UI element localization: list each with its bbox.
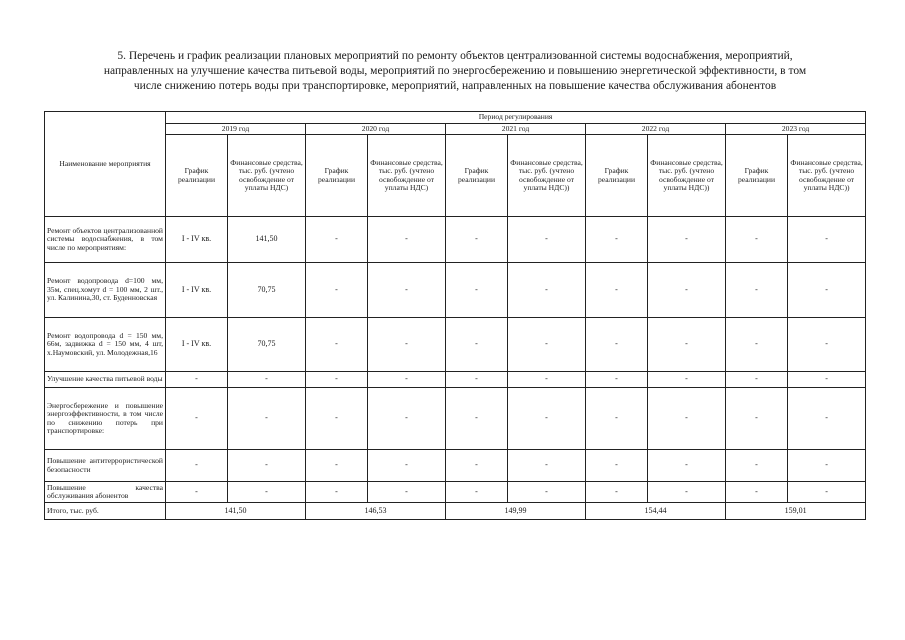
period-header: Период регулирования [166,112,866,124]
year-header: 2022 год [586,123,726,135]
graph-cell: I - IV кв. [166,318,228,372]
finance-cell: - [508,372,586,388]
graph-cell: - [586,372,648,388]
graph-cell: - [306,450,368,482]
graph-cell: - [306,388,368,450]
row-name-cell: Повышение антитеррористической безопасности [45,450,166,482]
graph-column-header: График реализации [446,135,508,217]
finance-cell: - [788,482,866,503]
graph-cell: - [446,263,508,318]
graph-cell: - [446,217,508,263]
table-row [45,263,866,318]
finance-cell: - [648,217,726,263]
graph-cell: - [586,318,648,372]
finance-cell: - [368,482,446,503]
table-row [45,372,866,388]
graph-cell: - [446,450,508,482]
year-header: 2020 год [306,123,446,135]
finance-cell: - [368,388,446,450]
graph-cell: I - IV кв. [166,217,228,263]
finance-cell: - [508,217,586,263]
graph-cell: - [306,372,368,388]
finance-cell: - [648,372,726,388]
title-line-3: числе снижению потерь воды при транспортировке, мероприятий, направленных на повышение качества обслуживания абонентов [133,80,777,92]
graph-cell: - [726,318,788,372]
finance-cell: - [788,388,866,450]
graph-cell: - [586,482,648,503]
graph-cell: - [306,263,368,318]
table-row [45,217,866,263]
year-header: 2021 год [446,123,586,135]
finance-cell: - [508,263,586,318]
graph-cell: - [726,450,788,482]
graph-cell: - [586,450,648,482]
table-row [45,450,866,482]
graph-cell: - [726,372,788,388]
title-line-1: 5. Перечень и график реализации плановых мероприятий по ремонту объектов централизованной системы водоснабжения, мероприятий, [117,50,793,62]
finance-cell: - [788,450,866,482]
graph-cell: - [166,372,228,388]
row-name-cell: Ремонт водопровода d=100 мм, 35м, спец.хомут d = 100 мм, 2 шт., ул. Калинина,30, ст. Буденновская [45,263,166,318]
finance-cell: 141,50 [228,217,306,263]
finance-cell: - [508,318,586,372]
finance-cell: - [648,263,726,318]
total-value: 154,44 [586,503,726,520]
graph-column-header: График реализации [586,135,648,217]
finance-column-header: Финансовые средства, тыс. руб. (учтено освобождение от уплаты НДС)) [508,135,586,217]
finance-column-header: Финансовые средства, тыс. руб. (учтено освобождение от уплаты НДС)) [648,135,726,217]
finance-cell: - [648,482,726,503]
graph-cell: - [586,388,648,450]
graph-column-header: График реализации [726,135,788,217]
graph-column-header: График реализации [166,135,228,217]
finance-cell: - [228,388,306,450]
total-value: 149,99 [446,503,586,520]
graph-cell: - [726,263,788,318]
total-row [45,503,866,520]
year-header: 2023 год [726,123,866,135]
finance-cell: - [508,482,586,503]
finance-cell: - [228,450,306,482]
finance-cell: - [368,318,446,372]
finance-cell: - [648,318,726,372]
graph-cell: - [726,217,788,263]
row-name-cell: Улучшение качества питьевой воды [45,372,166,388]
finance-cell: 70,75 [228,318,306,372]
graph-cell: - [166,388,228,450]
row-name-cell: Повышение качества обслуживания абонентов [45,482,166,503]
row-name-cell: Энергосбережение и повышение энергоэффективности, в том числе по снижению потерь при транспортировке: [45,388,166,450]
finance-cell: - [368,450,446,482]
plan-table [44,111,866,520]
finance-cell: - [788,318,866,372]
finance-cell: - [788,217,866,263]
finance-cell: 70,75 [228,263,306,318]
name-column-header: Наименование мероприятия [45,112,166,217]
graph-cell: - [166,482,228,503]
total-value: 159,01 [726,503,866,520]
finance-cell: - [648,450,726,482]
finance-cell: - [508,450,586,482]
graph-cell: - [726,388,788,450]
row-name-cell: Ремонт водопровода d = 150 мм, 66м, задвижка d = 150 мм, 4 шт, х.Наумовский, ул. Молодежная,16 [45,318,166,372]
graph-cell: I - IV кв. [166,263,228,318]
graph-cell: - [446,318,508,372]
row-name-cell: Ремонт объектов централизованной системы водоснабжения, в том числе по мероприятиям: [45,217,166,263]
finance-column-header: Финансовые средства, тыс. руб. (учтено освобождение от уплаты НДС) [228,135,306,217]
table-row [45,388,866,450]
graph-cell: - [446,372,508,388]
table-row [45,482,866,503]
graph-cell: - [726,482,788,503]
graph-cell: - [586,263,648,318]
finance-cell: - [368,217,446,263]
graph-cell: - [166,450,228,482]
finance-cell: - [648,388,726,450]
year-header: 2019 год [166,123,306,135]
graph-cell: - [446,388,508,450]
table-row [45,318,866,372]
total-value: 146,53 [306,503,446,520]
finance-cell: - [788,372,866,388]
graph-cell: - [446,482,508,503]
graph-cell: - [306,217,368,263]
graph-cell: - [586,217,648,263]
graph-column-header: График реализации [306,135,368,217]
total-label: Итого, тыс. руб. [45,503,166,520]
total-value: 141,50 [166,503,306,520]
finance-cell: - [368,372,446,388]
title-line-2: направленных на улучшение качества питьевой воды, мероприятий по энергосбережению и повышению энергетической эффективности, в том [103,65,807,77]
finance-cell: - [508,388,586,450]
document-title [52,49,858,94]
graph-cell: - [306,318,368,372]
finance-cell: - [368,263,446,318]
finance-column-header: Финансовые средства, тыс. руб. (учтено освобождение от уплаты НДС) [368,135,446,217]
graph-cell: - [306,482,368,503]
finance-column-header: Финансовые средства, тыс. руб. (учтено освобождение от уплаты НДС)) [788,135,866,217]
finance-cell: - [228,482,306,503]
finance-cell: - [788,263,866,318]
finance-cell: - [228,372,306,388]
